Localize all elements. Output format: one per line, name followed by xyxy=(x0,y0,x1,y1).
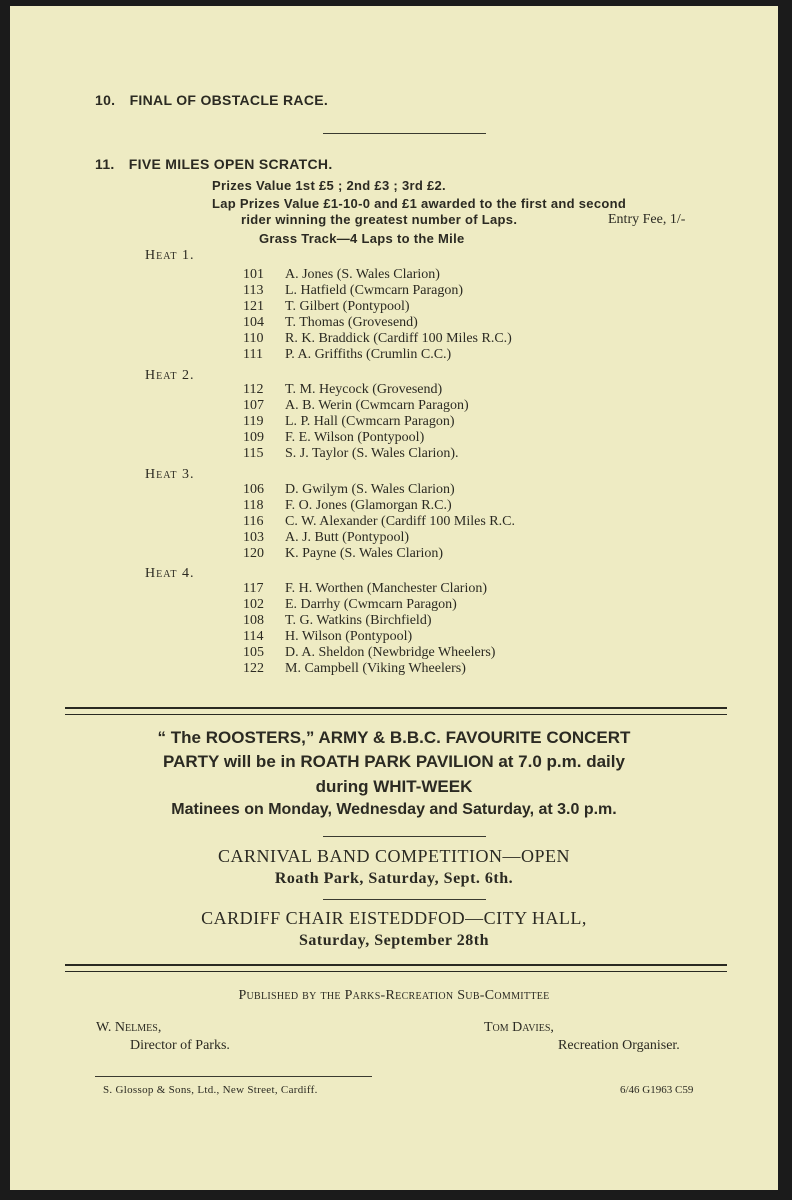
entrant-name: T. Gilbert (Pontypool) xyxy=(285,299,410,314)
printer-imprint: S. Glossop & Sons, Ltd., New Street, Cardiff. xyxy=(103,1084,318,1096)
entrant-row xyxy=(10,581,778,597)
entrant-name: T. Thomas (Grovesend) xyxy=(285,315,418,330)
entrant-name: D. A. Sheldon (Newbridge Wheelers) xyxy=(285,645,496,660)
entrant-number: 112 xyxy=(243,382,264,397)
published-by: Published by the Parks-Recreation Sub-Committee xyxy=(238,988,550,1003)
heat-label: Heat 4. xyxy=(145,566,195,581)
divider-short xyxy=(323,133,486,134)
entrant-name: A. J. Butt (Pontypool) xyxy=(285,530,410,545)
entrant-row xyxy=(10,530,778,546)
entrant-number: 107 xyxy=(243,398,264,413)
entrant-row xyxy=(10,498,778,514)
entrant-row xyxy=(10,514,778,530)
eisteddfod-line-1: CARDIFF CHAIR EISTEDDFOD—CITY HALL, xyxy=(201,908,587,928)
event-11-entry-fee: Entry Fee, 1/- xyxy=(608,212,686,227)
event-11-prizes: Prizes Value 1st £5 ; 2nd £3 ; 3rd £2. xyxy=(212,178,446,193)
entrant-name: F. H. Worthen (Manchester Clarion) xyxy=(285,581,488,596)
entrant-number: 121 xyxy=(243,299,264,314)
entrant-number: 118 xyxy=(243,498,264,513)
entrant-number: 108 xyxy=(243,613,264,628)
entrant-row xyxy=(10,629,778,645)
entrant-row xyxy=(10,661,778,677)
entrant-row xyxy=(10,382,778,398)
event-11-heading xyxy=(95,156,333,172)
entrant-number: 114 xyxy=(243,629,264,644)
divider-short xyxy=(323,836,486,837)
entrant-number: 117 xyxy=(243,581,264,596)
signatory-left-name: W. Nelmes, xyxy=(96,1020,162,1035)
entrant-number: 110 xyxy=(243,331,264,346)
event-11-title: FIVE MILES OPEN SCRATCH. xyxy=(128,156,333,172)
event-10-title: FINAL OF OBSTACLE RACE. xyxy=(129,92,329,108)
entrant-number: 104 xyxy=(243,315,264,330)
event-11-lap-prizes-1: Lap Prizes Value £1-10-0 and £1 awarded to the first and second xyxy=(212,196,627,211)
entrant-row xyxy=(10,299,778,315)
printer-rule xyxy=(95,1076,372,1077)
entrant-name: F. O. Jones (Glamorgan R.C.) xyxy=(285,498,452,513)
entrant-row xyxy=(10,446,778,462)
entrant-row xyxy=(10,430,778,446)
event-11-track: Grass Track—4 Laps to the Mile xyxy=(259,231,465,246)
entrant-row xyxy=(10,546,778,562)
heat-label: Heat 3. xyxy=(145,467,195,482)
entrant-name: S. J. Taylor (S. Wales Clarion). xyxy=(285,446,459,461)
entrant-number: 120 xyxy=(243,546,264,561)
eisteddfod-line-2: Saturday, September 28th xyxy=(299,932,489,949)
event-11-lap-prizes-2: rider winning the greatest number of Laps. xyxy=(241,212,518,227)
entrant-name: M. Campbell (Viking Wheelers) xyxy=(285,661,466,676)
event-10-heading xyxy=(95,92,328,108)
entrant-name: K. Payne (S. Wales Clarion) xyxy=(285,546,444,561)
entrant-number: 109 xyxy=(243,430,264,445)
entrant-number: 115 xyxy=(243,446,264,461)
band-line-1: CARNIVAL BAND COMPETITION—OPEN xyxy=(217,846,570,866)
entrant-number: 102 xyxy=(243,597,264,612)
entrant-row xyxy=(10,613,778,629)
signatory-right-title: Recreation Organiser. xyxy=(558,1038,680,1053)
entrant-row xyxy=(10,597,778,613)
programme-page xyxy=(10,6,778,1190)
concert-line-1: “ The ROOSTERS,” ARMY & B.B.C. FAVOURITE CONCERT xyxy=(157,728,631,747)
entrant-name: C. W. Alexander (Cardiff 100 Miles R.C. xyxy=(285,514,515,529)
heat-label: Heat 2. xyxy=(145,368,195,383)
divider-double xyxy=(65,964,727,972)
entrant-name: L. P. Hall (Cwmcarn Paragon) xyxy=(285,414,455,429)
entrant-number: 101 xyxy=(243,267,264,282)
entrant-number: 103 xyxy=(243,530,264,545)
entrant-name: A. Jones (S. Wales Clarion) xyxy=(285,267,440,282)
signatory-right-name: Tom Davies, xyxy=(484,1020,554,1035)
entrant-name: D. Gwilym (S. Wales Clarion) xyxy=(285,482,455,497)
entrant-number: 113 xyxy=(243,283,264,298)
entrant-name: A. B. Werin (Cwmcarn Paragon) xyxy=(285,398,469,413)
concert-line-2: PARTY will be in ROATH PARK PAVILION at 7.0 p.m. daily xyxy=(163,752,625,771)
print-code: 6/46 G1963 C59 xyxy=(620,1084,694,1096)
entrant-row xyxy=(10,398,778,414)
entrant-row xyxy=(10,414,778,430)
entrant-number: 106 xyxy=(243,482,264,497)
entrant-row xyxy=(10,283,778,299)
event-11-number: 11. xyxy=(95,156,115,172)
entrant-number: 119 xyxy=(243,414,264,429)
entrant-name: T. G. Watkins (Birchfield) xyxy=(285,613,432,628)
event-10-number: 10. xyxy=(95,92,116,108)
concert-line-3: during WHIT-WEEK xyxy=(315,777,473,796)
heat-label: Heat 1. xyxy=(145,248,195,263)
entrant-name: R. K. Braddick (Cardiff 100 Miles R.C.) xyxy=(285,331,512,346)
entrant-number: 105 xyxy=(243,645,264,660)
entrant-row xyxy=(10,331,778,347)
entrant-name: E. Darrhy (Cwmcarn Paragon) xyxy=(285,597,457,612)
entrant-row xyxy=(10,267,778,283)
divider-short xyxy=(323,899,486,900)
entrant-name: F. E. Wilson (Pontypool) xyxy=(285,430,425,445)
band-line-2: Roath Park, Saturday, Sept. 6th. xyxy=(274,870,514,887)
entrant-row xyxy=(10,645,778,661)
entrant-name: P. A. Griffiths (Crumlin C.C.) xyxy=(285,347,452,362)
entrant-number: 122 xyxy=(243,661,264,676)
entrant-name: T. M. Heycock (Grovesend) xyxy=(285,382,443,397)
entrant-row xyxy=(10,482,778,498)
concert-line-4: Matinees on Monday, Wednesday and Saturday, at 3.0 p.m. xyxy=(171,801,617,818)
divider-double xyxy=(65,707,727,715)
entrant-row xyxy=(10,315,778,331)
entrant-row xyxy=(10,347,778,363)
entrant-number: 111 xyxy=(243,347,263,362)
signatory-left-title: Director of Parks. xyxy=(130,1038,230,1053)
entrant-number: 116 xyxy=(243,514,264,529)
entrant-name: H. Wilson (Pontypool) xyxy=(285,629,413,644)
entrant-name: L. Hatfield (Cwmcarn Paragon) xyxy=(285,283,464,298)
